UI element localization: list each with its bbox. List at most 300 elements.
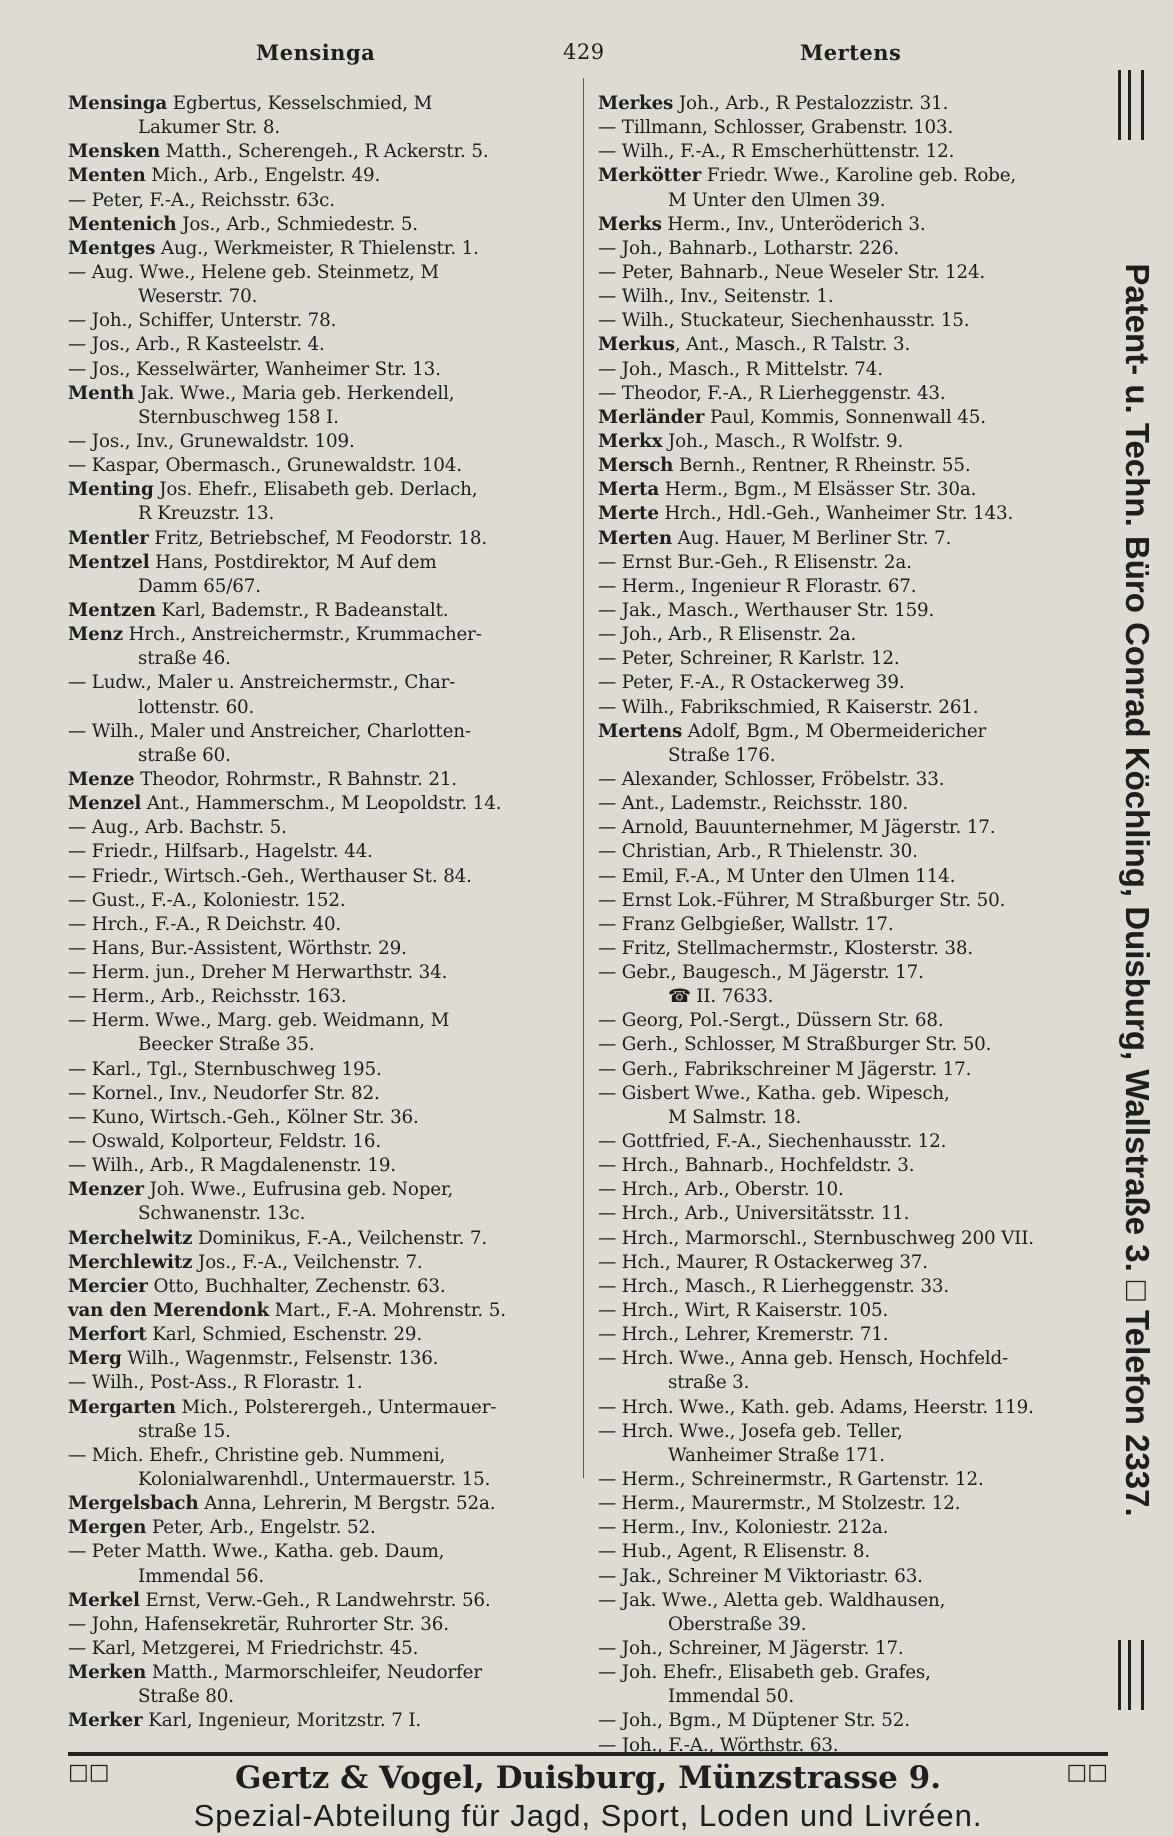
entry-details: Dominikus, F.-A., Veilchenstr. 7. bbox=[192, 1227, 488, 1249]
directory-entry bbox=[598, 840, 1101, 864]
entry-surname: Menz bbox=[68, 624, 123, 646]
directory-entry bbox=[598, 430, 1101, 454]
entry-surname: Merkel bbox=[68, 1589, 140, 1611]
entry-details: Karl, Schmied, Eschenstr. 29. bbox=[146, 1324, 423, 1346]
bottom-ad-line2: Spezial-Abteilung für Jagd, Sport, Loden und Livréen. bbox=[193, 1798, 983, 1833]
entry-surname: Mertens bbox=[598, 720, 683, 742]
directory-entry bbox=[68, 454, 568, 478]
directory-entry bbox=[68, 527, 568, 551]
entry-details: — Jos., Inv., Grunewaldstr. 109. bbox=[68, 430, 355, 452]
directory-entry bbox=[68, 840, 568, 864]
entry-details: Herm., Inv., Unteröderich 3. bbox=[661, 213, 926, 235]
square-ornament-icon: □□ bbox=[1066, 1760, 1108, 1785]
directory-entry bbox=[598, 1275, 1101, 1299]
entry-details: — Georg, Pol.-Sergt., Düssern Str. 68. bbox=[598, 1010, 944, 1032]
entry-details: — Gottfried, F.-A., Siechenhausstr. 12. bbox=[598, 1131, 947, 1153]
entry-continuation: Schwanenstr. 13c. bbox=[138, 1203, 306, 1225]
entry-details: — Hrch. Wwe., Josefa geb. Teller, bbox=[598, 1420, 903, 1442]
directory-entry bbox=[598, 1540, 1101, 1564]
entry-details: — Gerh., Schlosser, M Straßburger Str. 50. bbox=[598, 1034, 992, 1056]
directory-entry bbox=[68, 1347, 568, 1371]
directory-entry bbox=[68, 985, 568, 1009]
directory-entry bbox=[68, 309, 568, 333]
directory-entry bbox=[598, 599, 1101, 623]
entry-details: Hans, Postdirektor, M Auf dem bbox=[149, 551, 437, 573]
bottom-ad-line1 bbox=[68, 1752, 1108, 1796]
entry-surname: Menth bbox=[68, 382, 135, 404]
directory-entry bbox=[598, 309, 1101, 333]
entry-surname: Menten bbox=[68, 165, 146, 187]
directory-entry bbox=[598, 1154, 1101, 1178]
entry-details: — Alexander, Schlosser, Fröbelstr. 33. bbox=[598, 768, 945, 790]
entry-surname: Merchlewitz bbox=[68, 1251, 193, 1273]
entry-details: Adolf, Bgm., M Obermeidericher bbox=[682, 720, 987, 742]
entry-surname: Merkes bbox=[598, 93, 674, 114]
entry-details: Joh., Arb., R Pestalozzistr. 31. bbox=[673, 93, 949, 114]
entry-details: — Emil, F.-A., M Unter den Ulmen 114. bbox=[598, 865, 956, 887]
entry-details: — Wilh., F.-A., R Emscherhüttenstr. 12. bbox=[598, 141, 955, 163]
entry-details: — John, Hafensekretär, Ruhrorter Str. 36. bbox=[68, 1613, 449, 1635]
entry-details: — Fritz, Stellmachermstr., Klosterstr. 38. bbox=[598, 937, 974, 959]
entry-details: — Aug., Arb. Bachstr. 5. bbox=[68, 817, 287, 839]
entry-surname: Mensken bbox=[68, 141, 160, 163]
directory-entry bbox=[598, 454, 1101, 478]
entry-surname: Merker bbox=[68, 1710, 143, 1732]
entry-continuation: Straße 80. bbox=[138, 1686, 234, 1708]
entry-details: — Wilh., Stuckateur, Siechenhausstr. 15. bbox=[598, 310, 970, 332]
bottom-ad-company: Gertz & Vogel, Duisburg, Münzstrasse 9. bbox=[234, 1760, 942, 1796]
entry-details: — Hrch., Arb., Universitätsstr. 11. bbox=[598, 1203, 910, 1225]
directory-entry bbox=[68, 1444, 568, 1468]
directory-entry bbox=[598, 1130, 1101, 1154]
entry-surname: Mentges bbox=[68, 237, 156, 259]
entry-details: — Wilh., Maler und Anstreicher, Charlotten- bbox=[68, 720, 471, 742]
entry-surname: Menze bbox=[68, 768, 135, 790]
entry-surname: Mentler bbox=[68, 527, 149, 549]
directory-entry bbox=[68, 358, 568, 382]
entry-details: Theodor, Rohrmstr., R Bahnstr. 21. bbox=[134, 768, 457, 790]
entry-details: — Hrch., Masch., R Lierheggenstr. 33. bbox=[598, 1275, 949, 1297]
entry-details: — Hrch., Marmorschl., Sternbuschweg 200 VII. bbox=[598, 1227, 1034, 1249]
entry-details: — Kornel., Inv., Neudorfer Str. 82. bbox=[68, 1082, 380, 1104]
directory-entry bbox=[68, 1323, 568, 1347]
entry-details: — Joh. Ehefr., Elisabeth geb. Grafes, bbox=[598, 1662, 931, 1684]
entry-details: — Karl., Tgl., Sternbuschweg 195. bbox=[68, 1058, 382, 1080]
entry-details: — Oswald, Kolporteur, Feldstr. 16. bbox=[68, 1131, 382, 1153]
entry-details: — Herm. jun., Dreher M Herwarthstr. 34. bbox=[68, 962, 448, 984]
directory-entry bbox=[598, 1516, 1101, 1540]
directory-entry bbox=[598, 1709, 1101, 1733]
entry-details: — Peter, Bahnarb., Neue Weseler Str. 124. bbox=[598, 261, 986, 283]
directory-entry bbox=[598, 1323, 1101, 1347]
directory-entry bbox=[598, 647, 1101, 671]
entry-details: — Christian, Arb., R Thielenstr. 30. bbox=[598, 841, 918, 863]
directory-entry bbox=[598, 961, 1101, 985]
entry-details: — Gebr., Baugesch., M Jägerstr. 17. bbox=[598, 962, 924, 984]
entry-details: — Ernst Bur.-Geh., R Elisenstr. 2a. bbox=[598, 551, 912, 573]
entry-continuation: Immendal 56. bbox=[138, 1565, 265, 1587]
entry-details: Ernst, Verw.-Geh., R Landwehrstr. 56. bbox=[139, 1589, 491, 1611]
directory-entry bbox=[68, 1299, 568, 1323]
entry-details: — Jos., Kesselwärter, Wanheimer Str. 13. bbox=[68, 358, 441, 380]
entry-details: — Wilh., Post-Ass., R Florastr. 1. bbox=[68, 1372, 363, 1394]
entry-continuation: straße 46. bbox=[138, 648, 231, 670]
entry-details: — Franz Gelbgießer, Wallstr. 17. bbox=[598, 913, 894, 935]
entry-surname: Merchelwitz bbox=[68, 1227, 193, 1249]
directory-entry bbox=[68, 261, 568, 285]
entry-details: — Herm., Schreinermstr., R Gartenstr. 12. bbox=[598, 1469, 984, 1491]
entry-details: Mich., Polsterergeh., Untermauer- bbox=[175, 1396, 497, 1418]
entry-details: Jos., Arb., Schmiedestr. 5. bbox=[176, 213, 418, 235]
entry-details: Bernh., Rentner, R Rheinstr. 55. bbox=[673, 455, 971, 477]
directory-entry bbox=[598, 768, 1101, 792]
directory-entry bbox=[68, 1709, 568, 1733]
directory-entry bbox=[68, 382, 568, 406]
directory-entry bbox=[68, 1589, 568, 1613]
entry-details: — Joh., Schreiner, M Jägerstr. 17. bbox=[598, 1638, 904, 1659]
entry-details: — Ant., Lademstr., Reichsstr. 180. bbox=[598, 793, 909, 815]
directory-entry bbox=[68, 430, 568, 454]
entry-continuation: Lakumer Str. 8. bbox=[138, 117, 281, 139]
directory-entry bbox=[598, 1178, 1101, 1202]
entry-continuation: M Unter den Ulmen 39. bbox=[668, 189, 886, 211]
entry-continuation: Oberstraße 39. bbox=[668, 1613, 807, 1635]
entry-details: Hrch., Hdl.-Geh., Wanheimer Str. 143. bbox=[658, 503, 1014, 525]
directory-entry bbox=[598, 358, 1101, 382]
directory-entry bbox=[598, 116, 1101, 140]
directory-entry bbox=[598, 1033, 1101, 1057]
entry-surname: Merks bbox=[598, 213, 662, 235]
entry-surname: Merte bbox=[598, 503, 659, 525]
entry-details: Jos., F.-A., Veilchenstr. 7. bbox=[192, 1251, 423, 1273]
directory-entry bbox=[598, 1251, 1101, 1275]
directory-entry bbox=[68, 1613, 568, 1637]
entry-surname: Mensinga bbox=[68, 93, 168, 114]
entry-details: — Mich. Ehefr., Christine geb. Nummeni, bbox=[68, 1444, 446, 1466]
directory-entry bbox=[68, 213, 568, 237]
directory-entry bbox=[68, 478, 568, 502]
entry-details: Fritz, Betriebschef, M Feodorstr. 18. bbox=[148, 527, 488, 549]
directory-entry bbox=[598, 1009, 1101, 1033]
directory-entry bbox=[68, 816, 568, 840]
directory-entry bbox=[598, 1058, 1101, 1082]
directory-entry bbox=[68, 333, 568, 357]
entry-details: Egbertus, Kesselschmied, M bbox=[167, 93, 433, 114]
directory-entry bbox=[68, 1251, 568, 1275]
entry-continuation: straße 3. bbox=[668, 1372, 750, 1394]
entry-surname: van den Merendonk bbox=[68, 1300, 269, 1322]
entry-surname: Menting bbox=[68, 479, 154, 501]
entry-details: — Joh., Schiffer, Unterstr. 78. bbox=[68, 310, 337, 332]
directory-entry bbox=[598, 696, 1101, 720]
directory-entry bbox=[598, 382, 1101, 406]
directory-entry bbox=[598, 478, 1101, 502]
entry-details: — Jos., Arb., R Kasteelstr. 4. bbox=[68, 334, 325, 356]
entry-continuation: Damm 65/67. bbox=[138, 575, 261, 597]
directory-entry bbox=[598, 285, 1101, 309]
entry-continuation: Weserstr. 70. bbox=[138, 286, 258, 308]
directory-entry bbox=[68, 1130, 568, 1154]
entry-details: — Jak., Masch., Werthauser Str. 159. bbox=[598, 599, 935, 621]
entry-surname: Mergarten bbox=[68, 1396, 176, 1418]
directory-entry bbox=[68, 164, 568, 188]
directory-entry bbox=[598, 1082, 1101, 1106]
entry-surname: Merg bbox=[68, 1348, 122, 1370]
square-ornament-icon: □□ bbox=[68, 1760, 110, 1785]
entry-surname: Menzer bbox=[68, 1179, 144, 1201]
directory-entry bbox=[598, 937, 1101, 961]
entry-continuation: lottenstr. 60. bbox=[138, 696, 255, 718]
directory-entry bbox=[68, 1178, 568, 1202]
entry-details: Joh., Masch., R Wolfstr. 9. bbox=[662, 430, 904, 452]
entry-surname: Menzel bbox=[68, 793, 142, 815]
entry-continuation: M Salmstr. 18. bbox=[668, 1106, 802, 1128]
entry-details: — Hrch. Wwe., Kath. geb. Adams, Heerstr. 119. bbox=[598, 1396, 1034, 1418]
entry-surname: Mergen bbox=[68, 1517, 147, 1539]
directory-entry bbox=[598, 527, 1101, 551]
entry-details: Otto, Buchhalter, Zechenstr. 63. bbox=[147, 1275, 446, 1297]
entry-continuation: R Kreuzstr. 13. bbox=[138, 503, 275, 525]
entry-details: — Joh., F.-A., Wörthstr. 63. bbox=[598, 1734, 839, 1756]
column-divider bbox=[583, 78, 584, 1478]
entry-details: Aug. Hauer, M Berliner Str. 7. bbox=[671, 527, 952, 549]
entry-details: , Ant., Masch., R Talstr. 3. bbox=[674, 334, 911, 356]
side-ad-text: Patent- u. Techn. Büro Conrad Köchling, Duisburg, Wallstraße 3. □ Telefon 2337. bbox=[1119, 263, 1156, 1517]
entry-details: — Theodor, F.-A., R Lierheggenstr. 43. bbox=[598, 382, 946, 404]
directory-entry bbox=[68, 551, 568, 575]
entry-details: — Kaspar, Obermasch., Grunewaldstr. 104. bbox=[68, 455, 462, 477]
entry-details: — Joh., Bahnarb., Lotharstr. 226. bbox=[598, 237, 900, 259]
directory-entry bbox=[68, 1009, 568, 1033]
directory-entry bbox=[598, 889, 1101, 913]
entry-details: — Karl, Metzgerei, M Friedrichstr. 45. bbox=[68, 1638, 419, 1659]
entry-details: Jak. Wwe., Maria geb. Herkendell, bbox=[134, 382, 455, 404]
entry-details: — Hrch. Wwe., Anna geb. Hensch, Hochfeld- bbox=[598, 1348, 1009, 1370]
directory-entry bbox=[598, 1637, 1101, 1661]
directory-entry bbox=[598, 865, 1101, 889]
entry-details: — Herm., Maurermstr., M Stolzestr. 12. bbox=[598, 1493, 961, 1515]
entry-details: Jos. Ehefr., Elisabeth geb. Derlach, bbox=[153, 479, 478, 501]
directory-entry bbox=[68, 1082, 568, 1106]
directory-entry bbox=[68, 92, 568, 116]
directory-entry bbox=[68, 1661, 568, 1685]
page-number: 429 bbox=[563, 40, 605, 64]
entry-details: — Joh., Arb., R Elisenstr. 2a. bbox=[598, 624, 857, 646]
directory-entry bbox=[68, 1516, 568, 1540]
directory-entry bbox=[598, 1202, 1101, 1226]
entry-continuation: ☎ II. 7633. bbox=[668, 986, 774, 1008]
directory-entry bbox=[598, 333, 1101, 357]
entry-details: Hrch., Anstreichermstr., Krummacher- bbox=[122, 624, 482, 646]
directory-entry bbox=[598, 261, 1101, 285]
entry-details: — Peter, Schreiner, R Karlstr. 12. bbox=[598, 648, 900, 670]
directory-entry bbox=[68, 889, 568, 913]
entry-surname: Mergelsbach bbox=[68, 1493, 199, 1515]
entry-details: — Aug. Wwe., Helene geb. Steinmetz, M bbox=[68, 261, 439, 283]
directory-entry bbox=[598, 1347, 1101, 1371]
directory-entry bbox=[68, 1371, 568, 1395]
directory-entry bbox=[598, 1396, 1101, 1420]
directory-entry bbox=[68, 1396, 568, 1420]
entry-details: — Hrch., Lehrer, Kremerstr. 71. bbox=[598, 1324, 889, 1346]
entry-details: — Hub., Agent, R Elisenstr. 8. bbox=[598, 1541, 871, 1563]
directory-entry bbox=[598, 1565, 1101, 1589]
decorative-rule-top bbox=[1118, 70, 1144, 140]
directory-entry bbox=[68, 1492, 568, 1516]
side-advertisement bbox=[1104, 70, 1170, 1710]
entry-details: — Friedr., Wirtsch.-Geh., Werthauser St. 84. bbox=[68, 865, 472, 887]
entry-details: — Gerh., Fabrikschreiner M Jägerstr. 17. bbox=[598, 1058, 972, 1080]
entry-details: — Wilh., Fabrikschmied, R Kaiserstr. 261. bbox=[598, 696, 979, 718]
directory-entry bbox=[598, 792, 1101, 816]
entry-details: — Jak., Schreiner M Viktoriastr. 63. bbox=[598, 1565, 923, 1587]
directory-entry bbox=[598, 213, 1101, 237]
entry-details: Mart., F.-A. Mohrenstr. 5. bbox=[269, 1300, 506, 1322]
entry-surname: Merfort bbox=[68, 1324, 147, 1346]
entry-details: — Hrch., Bahnarb., Hochfeldstr. 3. bbox=[598, 1155, 915, 1177]
directory-entry bbox=[598, 237, 1101, 261]
entry-surname: Merländer bbox=[598, 406, 705, 428]
directory-entry bbox=[598, 1492, 1101, 1516]
entry-details: Wilh., Wagenmstr., Felsenstr. 136. bbox=[121, 1348, 439, 1370]
entry-details: Friedr. Wwe., Karoline geb. Robe, bbox=[701, 165, 1017, 187]
entry-details: — Kuno, Wirtsch.-Geh., Kölner Str. 36. bbox=[68, 1106, 419, 1128]
directory-entry bbox=[68, 792, 568, 816]
entry-details: — Peter Matth. Wwe., Katha. geb. Daum, bbox=[68, 1541, 445, 1563]
entry-continuation: Straße 176. bbox=[668, 744, 776, 766]
directory-entry bbox=[598, 406, 1101, 430]
entry-details: — Joh., Bgm., M Düptener Str. 52. bbox=[598, 1710, 910, 1732]
directory-entry bbox=[68, 623, 568, 647]
entry-details: — Hch., Maurer, R Ostackerweg 37. bbox=[598, 1251, 928, 1273]
directory-entry bbox=[68, 1540, 568, 1564]
entry-details: — Tillmann, Schlosser, Grabenstr. 103. bbox=[598, 117, 954, 139]
entry-surname: Mentzen bbox=[68, 599, 156, 621]
directory-entry bbox=[68, 1637, 568, 1661]
directory-entry bbox=[598, 551, 1101, 575]
entry-surname: Merta bbox=[598, 479, 660, 501]
directory-entry bbox=[598, 1420, 1101, 1444]
entry-details: Karl, Ingenieur, Moritzstr. 7 I. bbox=[142, 1710, 422, 1732]
entry-details: Mich., Arb., Engelstr. 49. bbox=[145, 165, 381, 187]
entry-details: Herm., Bgm., M Elsässer Str. 30a. bbox=[659, 479, 977, 501]
directory-entry bbox=[68, 1154, 568, 1178]
entry-details: Karl, Bademstr., R Badeanstalt. bbox=[155, 599, 449, 621]
entry-details: Matth., Scherengeh., R Ackerstr. 5. bbox=[160, 141, 489, 163]
entry-continuation: Beecker Straße 35. bbox=[138, 1034, 315, 1056]
directory-entry bbox=[598, 623, 1101, 647]
entry-details: — Peter, F.-A., Reichsstr. 63c. bbox=[68, 189, 335, 211]
entry-continuation: straße 60. bbox=[138, 744, 231, 766]
directory-entry bbox=[598, 1299, 1101, 1323]
entry-surname: Merkötter bbox=[598, 165, 702, 187]
entry-continuation: straße 15. bbox=[138, 1420, 231, 1442]
entry-details: — Friedr., Hilfsarb., Hagelstr. 44. bbox=[68, 841, 373, 863]
entry-surname: Mentzel bbox=[68, 551, 150, 573]
entry-details: — Herm. Wwe., Marg. geb. Weidmann, M bbox=[68, 1010, 450, 1032]
entry-details: — Herm., Ingenieur R Florastr. 67. bbox=[598, 575, 917, 597]
entry-details: — Ernst Lok.-Führer, M Straßburger Str. 50. bbox=[598, 889, 1006, 911]
directory-entry bbox=[598, 140, 1101, 164]
entry-details: — Ludw., Maler u. Anstreichermstr., Char- bbox=[68, 672, 456, 694]
entry-details: — Herm., Inv., Koloniestr. 212a. bbox=[598, 1517, 889, 1539]
entry-surname: Merkx bbox=[598, 430, 663, 452]
directory-entry bbox=[598, 720, 1101, 744]
entry-surname: Mentenich bbox=[68, 213, 177, 235]
directory-entry bbox=[598, 1589, 1101, 1613]
directory-entry bbox=[598, 575, 1101, 599]
entry-details: — Joh., Masch., R Mittelstr. 74. bbox=[598, 358, 883, 380]
directory-entry bbox=[68, 1106, 568, 1130]
entry-details: — Arnold, Bauunternehmer, M Jägerstr. 17. bbox=[598, 817, 996, 839]
directory-entry bbox=[68, 1275, 568, 1299]
entry-details: — Jak. Wwe., Aletta geb. Waldhausen, bbox=[598, 1589, 946, 1611]
entry-details: Matth., Marmorschleifer, Neudorfer bbox=[146, 1662, 482, 1684]
right-column bbox=[598, 92, 1101, 1758]
entry-details: — Peter, F.-A., R Ostackerweg 39. bbox=[598, 672, 905, 694]
entry-details: — Hrch., Wirt, R Kaiserstr. 105. bbox=[598, 1300, 889, 1322]
entry-details: — Hrch., F.-A., R Deichstr. 40. bbox=[68, 913, 342, 935]
decorative-rule-bottom bbox=[1118, 1640, 1144, 1710]
entry-details: Anna, Lehrerin, M Bergstr. 52a. bbox=[198, 1493, 496, 1515]
entry-details: — Hrch., Arb., Oberstr. 10. bbox=[598, 1179, 844, 1201]
directory-entry bbox=[68, 1227, 568, 1251]
directory-entry bbox=[68, 671, 568, 695]
directory-entry bbox=[68, 237, 568, 261]
directory-entry bbox=[68, 937, 568, 961]
left-column bbox=[68, 92, 568, 1734]
entry-details: Paul, Kommis, Sonnenwall 45. bbox=[704, 406, 986, 428]
directory-entry bbox=[598, 671, 1101, 695]
entry-surname: Merken bbox=[68, 1662, 147, 1684]
directory-entry bbox=[598, 164, 1101, 188]
entry-details: Aug., Werkmeister, R Thielenstr. 1. bbox=[155, 237, 479, 259]
directory-entry bbox=[598, 816, 1101, 840]
running-head-left: Mensinga bbox=[256, 40, 376, 65]
entry-continuation: Wanheimer Straße 171. bbox=[668, 1444, 885, 1466]
directory-entry bbox=[68, 913, 568, 937]
directory-entry bbox=[598, 1661, 1101, 1685]
directory-entry bbox=[68, 189, 568, 213]
entry-surname: Merkus bbox=[598, 334, 675, 356]
entry-surname: Mersch bbox=[598, 455, 674, 477]
entry-details: — Hans, Bur.-Assistent, Wörthstr. 29. bbox=[68, 937, 407, 959]
directory-entry bbox=[68, 768, 568, 792]
entry-details: — Gisbert Wwe., Katha. geb. Wipesch, bbox=[598, 1082, 950, 1104]
entry-details: — Wilh., Arb., R Magdalenenstr. 19. bbox=[68, 1155, 396, 1177]
entry-details: — Gust., F.-A., Koloniestr. 152. bbox=[68, 889, 346, 911]
directory-entry bbox=[68, 720, 568, 744]
directory-entry bbox=[598, 913, 1101, 937]
directory-entry bbox=[68, 961, 568, 985]
entry-details: Peter, Arb., Engelstr. 52. bbox=[146, 1517, 376, 1539]
running-head-right: Mertens bbox=[800, 40, 902, 65]
directory-entry bbox=[68, 599, 568, 623]
directory-entry bbox=[598, 92, 1101, 116]
entry-details: — Herm., Arb., Reichsstr. 163. bbox=[68, 986, 347, 1008]
entry-details: Ant., Hammerschm., M Leopoldstr. 14. bbox=[141, 793, 502, 815]
entry-surname: Mercier bbox=[68, 1275, 148, 1297]
entry-continuation: Sternbuschweg 158 I. bbox=[138, 406, 339, 428]
directory-entry bbox=[598, 502, 1101, 526]
entry-details: — Wilh., Inv., Seitenstr. 1. bbox=[598, 286, 834, 308]
entry-continuation: Immendal 50. bbox=[668, 1686, 795, 1708]
directory-entry bbox=[598, 1468, 1101, 1492]
entry-surname: Merten bbox=[598, 527, 672, 549]
directory-entry bbox=[598, 1227, 1101, 1251]
directory-entry bbox=[68, 140, 568, 164]
directory-entry bbox=[68, 865, 568, 889]
